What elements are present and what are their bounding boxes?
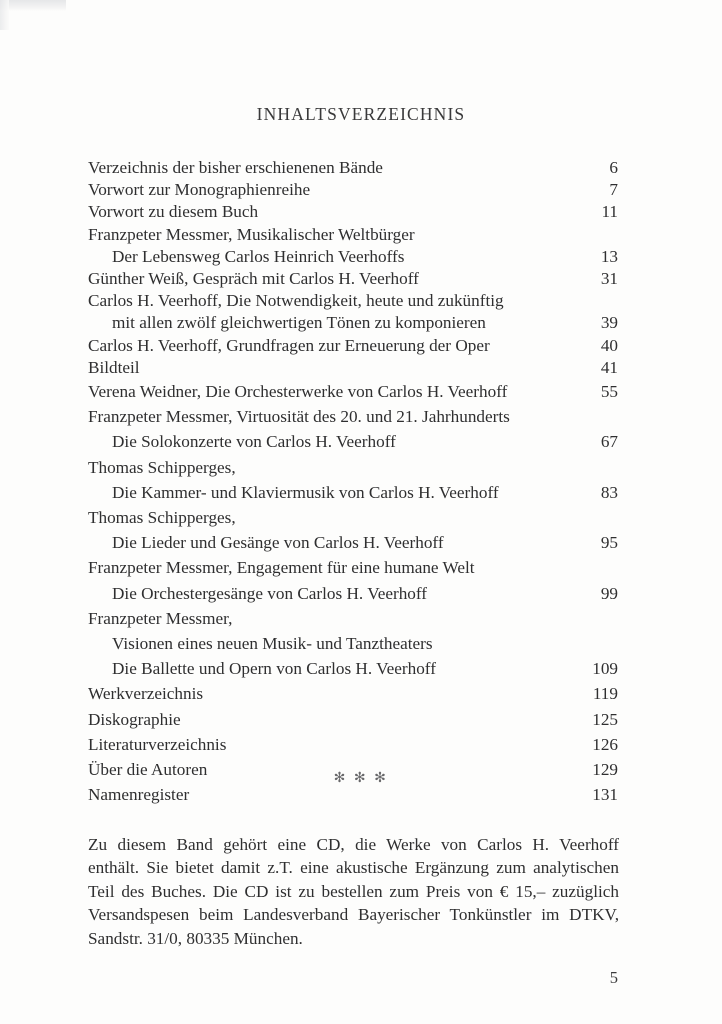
toc-dot-leader [198,799,586,800]
toc-entry-page-number: 126 [592,734,618,754]
scan-edge-top [0,0,66,11]
toc-entry-label: Günther Weiß, Gespräch mit Carlos H. Veerhoff [88,269,419,289]
cd-note-line: enthält. Sie bietet damit z.T. eine akustische Ergänzung zum analytischen [88,858,619,878]
toc-entry-page-number: 7 [609,180,618,200]
toc-dot-leader [413,261,586,262]
toc-dot-leader [495,327,586,328]
toc-dot-leader [267,216,586,217]
toc-entry[interactable] [88,201,618,223]
toc-entry-label: Die Kammer- und Klaviermusik von Carlos H. Veerhoff [112,482,499,502]
toc-dot-leader [212,698,586,699]
table-of-contents [88,157,618,807]
toc-entry-label: Vorwort zu diesem Buch [88,202,259,222]
toc-entry-label: Die Ballette und Opern von Carlos H. Veerhoff [112,659,436,679]
toc-entry-label: Franzpeter Messmer, Musikalischer Weltbürger [88,224,415,244]
toc-dot-leader [445,673,586,674]
toc-entry-label: Verzeichnis der bisher erschienenen Bände [88,158,383,177]
toc-entry-label: Namenregister [88,785,190,805]
toc-entry-page-number: 11 [601,202,618,222]
toc-entry-label: Die Orchestergesänge von Carlos H. Veerhoff [112,583,428,603]
toc-entry[interactable] [88,455,618,480]
toc-entry-page-number: 125 [592,709,618,729]
toc-entry-page-number: 129 [592,760,618,780]
toc-dot-leader [428,283,586,284]
toc-entry[interactable] [88,530,618,555]
toc-entry[interactable] [88,505,618,530]
toc-entry[interactable] [88,404,618,429]
toc-entry[interactable] [88,290,618,312]
asterisk-separator: ✻ ✻ ✻ [333,771,389,786]
toc-entry[interactable] [88,312,618,334]
toc-entry[interactable] [88,555,618,580]
toc-entry-label: Thomas Schipperges, [88,457,236,477]
toc-entry[interactable] [88,681,618,706]
toc-entry-label: Literaturverzeichnis [88,734,227,754]
toc-dot-leader [508,497,586,498]
toc-entry-page-number: 6 [609,158,618,177]
toc-entry-label: Die Solokonzerte von Carlos H. Veerhoff [112,432,396,452]
toc-entry-label: Werkverzeichnis [88,684,204,704]
toc-entry-label: Franzpeter Messmer, Virtuosität des 20. und 21. Jahrhunderts [88,407,510,427]
cd-note-paragraph [88,833,619,950]
toc-entry-label: Vorwort zur Monographienreihe [88,180,311,200]
toc-entry[interactable] [88,157,618,179]
toc-entry-page-number: 131 [592,785,618,805]
toc-entry-label: mit allen zwölf gleichwertigen Tönen zu komponieren [112,313,486,333]
toc-entry[interactable] [88,631,618,656]
toc-entry-label: Der Lebensweg Carlos Heinrich Veerhoffs [112,246,405,266]
toc-entry-page-number: 67 [600,432,618,452]
toc-dot-leader [499,350,586,351]
toc-entry-page-number: 31 [600,269,618,289]
toc-entry-label: Über die Autoren [88,760,208,780]
toc-entry-label: Franzpeter Messmer, [88,608,233,628]
toc-entry-page-number: 39 [600,313,618,333]
toc-entry[interactable] [88,268,618,290]
toc-dot-leader [319,194,586,195]
toc-entry-page-number: 119 [592,684,618,704]
toc-entry[interactable] [88,581,618,606]
toc-dot-leader [436,598,586,599]
toc-dot-leader [405,446,586,447]
toc-entry-page-number: 95 [600,533,618,553]
scan-edge-left [0,0,9,30]
toc-entry-page-number: 55 [600,382,618,402]
toc-entry-page-number: 109 [592,659,618,679]
toc-entry[interactable] [88,224,618,246]
toc-entry-page-number: 41 [600,357,618,377]
toc-entry[interactable] [88,707,618,732]
toc-entry[interactable] [88,179,618,201]
toc-dot-leader [453,547,586,548]
toc-entry-label: Carlos H. Veerhoff, Die Notwendigkeit, heute und zukünftig [88,291,504,311]
cd-note-line: Teil des Buches. Die CD ist zu bestellen zum Preis von € 15,– zuzüglich [88,881,619,901]
toc-entry-label: Carlos H. Veerhoff, Grundfragen zur Erneuerung der Oper [88,335,490,355]
toc-entry[interactable] [88,480,618,505]
toc-entry-label: Verena Weidner, Die Orchesterwerke von Carlos H. Veerhoff [88,382,508,402]
toc-entry[interactable] [88,335,618,357]
toc-entry[interactable] [88,357,618,379]
toc-dot-leader [392,172,586,173]
toc-dot-leader [190,724,586,725]
toc-entry-page-number: 13 [600,246,618,266]
page-number: 5 [609,968,618,987]
toc-entry-label: Die Lieder und Gesänge von Carlos H. Veerhoff [112,533,444,553]
toc-entry-label: Franzpeter Messmer, Engagement für eine humane Welt [88,558,475,578]
toc-entry-label: Diskographie [88,709,181,729]
toc-entry[interactable] [88,732,618,757]
toc-entry-page-number: 99 [600,583,618,603]
cd-note-line: Sandstr. 31/0, 80335 München. [88,928,303,948]
toc-entry-page-number: 40 [600,335,618,355]
cd-note-line: Zu diesem Band gehört eine CD, die Werke von Carlos H. Veerhoff [88,835,619,854]
cd-note-line: Versandspesen beim Landesverband Bayerischer Tonkünstler im DTKV, [88,905,619,925]
toc-entry-label: Visionen eines neuen Musik- und Tanztheaters [112,634,433,654]
toc-entry[interactable] [88,656,618,681]
toc-entry[interactable] [88,606,618,631]
toc-dot-leader [149,372,586,373]
toc-entry-label: Thomas Schipperges, [88,508,236,528]
toc-dot-leader [516,396,586,397]
toc-entry-label: Bildteil [88,357,140,377]
toc-entry-page-number: 83 [600,482,618,502]
toc-dot-leader [235,749,586,750]
toc-entry[interactable] [88,429,618,454]
toc-entry[interactable] [88,379,618,404]
page-title: INHALTSVERZEICHNIS [256,104,466,124]
toc-entry[interactable] [88,246,618,268]
